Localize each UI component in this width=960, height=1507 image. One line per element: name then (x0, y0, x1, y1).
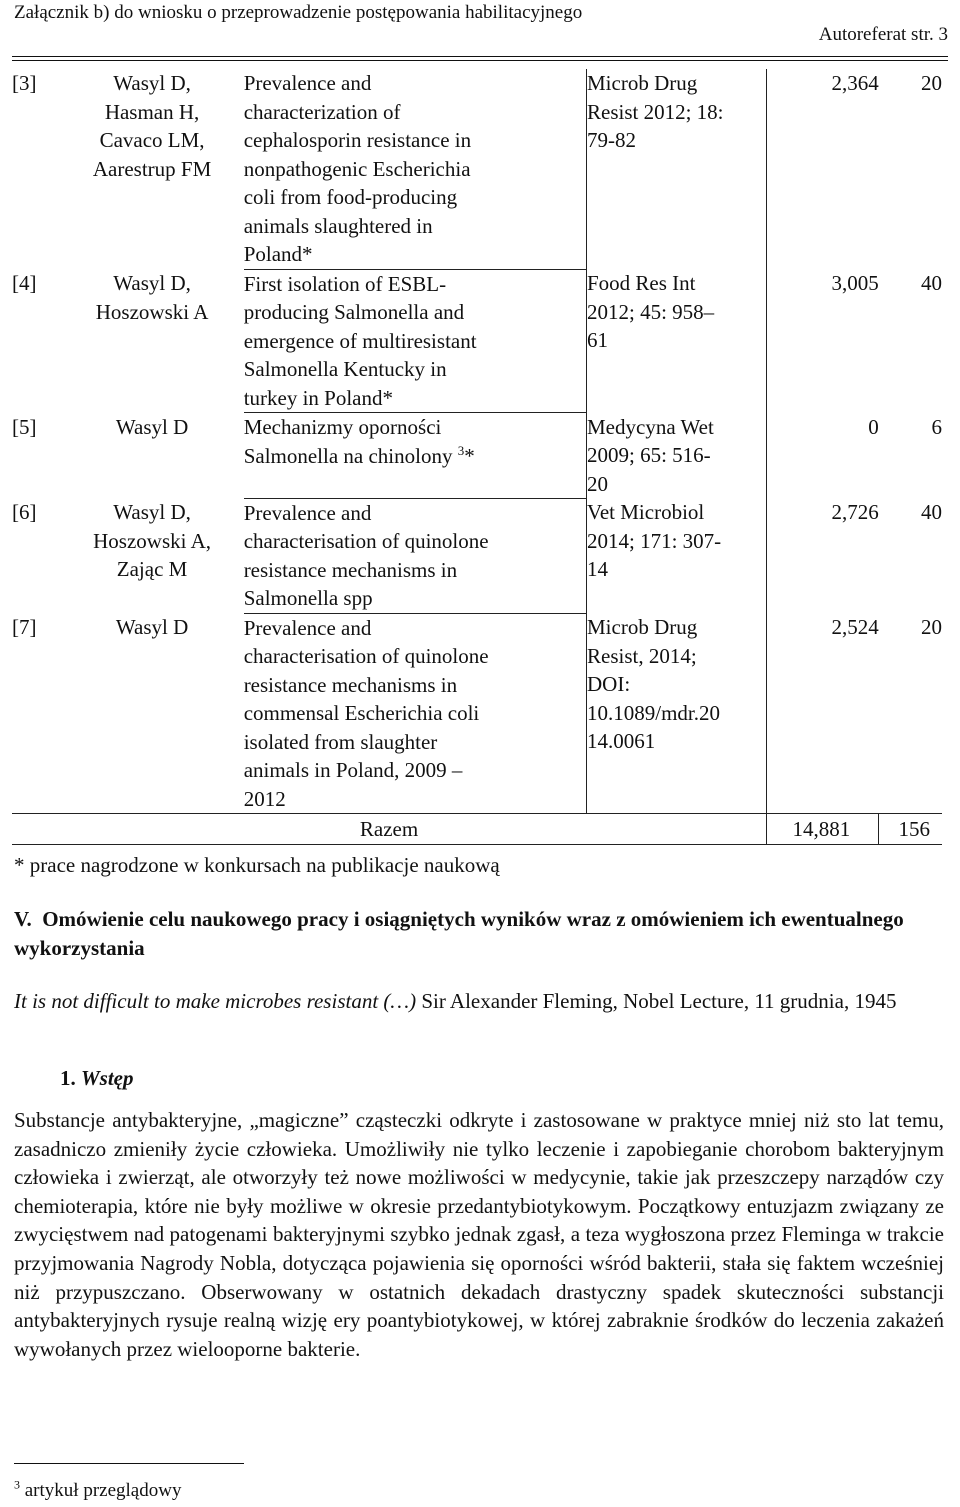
header-rule-double (12, 60, 948, 61)
sum-label: Razem (12, 814, 767, 845)
ref-title-line: cephalosporin resistance in (243, 128, 472, 152)
header-rule (12, 56, 948, 57)
ref-title-line: coli from food-producing (243, 185, 458, 209)
ref-title (244, 413, 587, 499)
ref-authors-line: Hoszowski A (95, 299, 209, 324)
ref-title-line (244, 442, 586, 471)
header-title: Załącznik b) do wniosku o przeprowadzenie postępowania habilitacyjnego (14, 2, 583, 23)
ref-title-line: characterization of (243, 99, 401, 124)
table-row (12, 413, 942, 499)
ref-journal-line: 79-82 (587, 128, 636, 152)
footnote (14, 1477, 182, 1502)
subsection-number: 1. (60, 1066, 76, 1090)
epigraph-quote (14, 986, 944, 1016)
ref-journal (587, 69, 767, 269)
ref-title-line: resistance mechanisms in (243, 557, 458, 582)
ref-journal-line: 2009; 65: 516- (587, 443, 711, 467)
ref-journal-line: Vet Microbiol (587, 500, 705, 524)
ref-journal (587, 269, 767, 413)
ref-title-line: nonpathogenic Escherichia (243, 156, 471, 181)
sum-row (12, 814, 942, 845)
header-page-number: Autoreferat str. 3 (818, 24, 948, 45)
awards-note: * prace nagrodzone w konkursach na publikacje naukową (14, 853, 500, 877)
ref-title-line: isolated from slaughter (243, 729, 438, 754)
ref-authors (60, 413, 243, 499)
sum-points: 156 (879, 814, 942, 845)
ref-title-line: 2012 (243, 786, 286, 811)
ref-number: [7] (12, 615, 37, 639)
quote-text: It is not difficult to make microbes resistant (…) (14, 989, 417, 1013)
ref-journal (587, 613, 767, 814)
ref-title-line: Prevalence and (243, 615, 372, 640)
ref-title (244, 69, 587, 269)
intro-paragraph: Substancje antybakteryjne, „magiczne” cząsteczki odkryte i zastosowane w praktyce mniej niż sto lat temu, zasadniczo zmieniły życie człowieka. Umożliwiły nie tylko leczenie i zapobieganie chorobom bakteryjnym człowieka i zwierząt, ale otworzyły też nowe możliwości w medycynie, takie jak przeszczepy narządów czy chemioterapia, które nie były możliwe w okresie przedantybiotykowym. Początkowy entuzjazm związany ze zwycięstwem nad patogenami bakteryjnymi szybko jednak zgasł, a teza wygłoszona przez Fleminga w trakcie przyjmowania Nagrody Nobla, dotycząca pojawienia się oporności wśród bakterii, stała się faktem wcześniej niż przypuszczano. Obserwowany w ostatnich dekadach drastyczny spadek skuteczności substancji antybakteryjnych rysuje realną wizję ery poantybiotykowej, w której zabraknie środków do leczenia zakażeń wywołanych przez wielooporne bakterie. (14, 1108, 944, 1361)
ref-journal-line: Medycyna Wet (587, 414, 714, 439)
ref-points: 20 (921, 71, 942, 95)
ref-title-line: resistance mechanisms in (243, 672, 458, 697)
footnote-text: artykuł przeglądowy (24, 1480, 182, 1501)
ref-points: 40 (921, 500, 942, 524)
ref-journal (587, 413, 767, 499)
ref-title-line: commensal Escherichia coli (243, 701, 480, 725)
ref-title-line: animals in Poland, 2009 – (243, 758, 463, 782)
ref-authors-line: Wasyl D, (113, 271, 191, 295)
ref-number: [3] (12, 71, 37, 95)
subsection-title: Wstęp (81, 1066, 134, 1090)
ref-title (244, 498, 587, 613)
ref-authors-line: Zając M (116, 557, 188, 581)
ref-journal-line: 61 (587, 328, 608, 352)
ref-authors-line: Cavaco LM, (99, 128, 205, 152)
award-mark: * (464, 443, 475, 468)
ref-impact-factor: 0 (868, 414, 879, 439)
ref-number: [6] (12, 500, 37, 524)
sum-impact-factor: 14,881 (767, 814, 879, 845)
ref-authors-line: Wasyl D (115, 414, 189, 439)
section-number: V. (14, 907, 32, 931)
ref-points: 40 (921, 271, 942, 295)
ref-authors (60, 269, 243, 413)
table-row (12, 269, 942, 413)
ref-authors (60, 613, 243, 814)
ref-authors-line: Wasyl D, (113, 500, 191, 524)
ref-journal-line: Microb Drug (587, 71, 698, 95)
ref-title-line: emergence of multiresistant (243, 328, 477, 353)
ref-title-line: First isolation of ESBL- (243, 271, 447, 296)
ref-title-line: producing Salmonella and (243, 300, 465, 324)
ref-authors-line: Wasyl D, (113, 71, 191, 95)
ref-title-line: animals slaughtered in (243, 213, 433, 238)
table-row (12, 498, 942, 613)
ref-title-line: characterisation of quinolone (243, 529, 489, 553)
ref-impact-factor: 3,005 (831, 271, 879, 295)
ref-journal-line: 2014; 171: 307- (587, 528, 722, 553)
section-heading (14, 905, 944, 963)
ref-title-line: Mechanizmy oporności (243, 415, 442, 439)
ref-title-line: characterisation of quinolone (243, 644, 489, 668)
section-title: Omówienie celu naukowego pracy i osiągniętych wyników wraz z omówieniem ich ewentualnego wykorzystania (14, 907, 904, 960)
ref-title-line: Salmonella na chinolony (243, 443, 453, 468)
table-row (12, 69, 942, 269)
table-row (12, 613, 942, 814)
ref-authors (60, 69, 243, 269)
footnote-ref: 3 (457, 442, 465, 458)
publications-table (12, 69, 942, 845)
ref-journal-line: 14 (587, 557, 608, 581)
ref-journal-line: Resist 2012; 18: (587, 99, 724, 124)
ref-number: [5] (12, 414, 37, 439)
subsection-heading (60, 1066, 134, 1091)
ref-authors-line: Aarestrup FM (92, 156, 212, 181)
ref-journal (587, 498, 767, 613)
ref-journal-line: 20 (587, 471, 608, 496)
ref-title (244, 269, 587, 413)
ref-journal-line: Resist, 2014; (587, 643, 697, 668)
ref-title-line: Salmonella spp (243, 586, 373, 610)
ref-impact-factor: 2,524 (831, 615, 879, 639)
ref-authors-line: Hoszowski A, (93, 528, 211, 553)
footnote-separator (14, 1463, 244, 1464)
quote-attribution: Sir Alexander Fleming, Nobel Lecture, 11 grudnia, 1945 (416, 989, 897, 1013)
ref-journal-line: 2012; 45: 958– (587, 299, 715, 324)
ref-journal-line: 10.1089/mdr.20 (587, 700, 721, 725)
ref-journal-line: DOI: (587, 672, 631, 696)
page-header (14, 0, 948, 48)
ref-journal-line: 14.0061 (587, 729, 656, 753)
ref-title (244, 613, 587, 814)
ref-authors (60, 498, 243, 613)
ref-points: 6 (931, 414, 942, 439)
ref-authors-line: Hasman H, (104, 99, 200, 124)
ref-journal-line: Microb Drug (587, 615, 698, 639)
ref-title-line: Salmonella Kentucky in (243, 357, 447, 381)
ref-title-line: Prevalence and (243, 500, 372, 525)
ref-journal-line: Food Res Int (587, 271, 696, 295)
ref-points: 20 (921, 615, 942, 639)
ref-impact-factor: 2,726 (831, 500, 879, 524)
ref-title-line: turkey in Poland* (243, 385, 394, 410)
ref-title-line: Poland* (243, 242, 313, 266)
ref-title-line: Prevalence and (243, 71, 372, 95)
ref-impact-factor: 2,364 (831, 71, 879, 95)
ref-authors-line: Wasyl D (115, 615, 189, 639)
footnote-number: 3 (14, 1477, 20, 1492)
ref-number: [4] (12, 271, 37, 295)
